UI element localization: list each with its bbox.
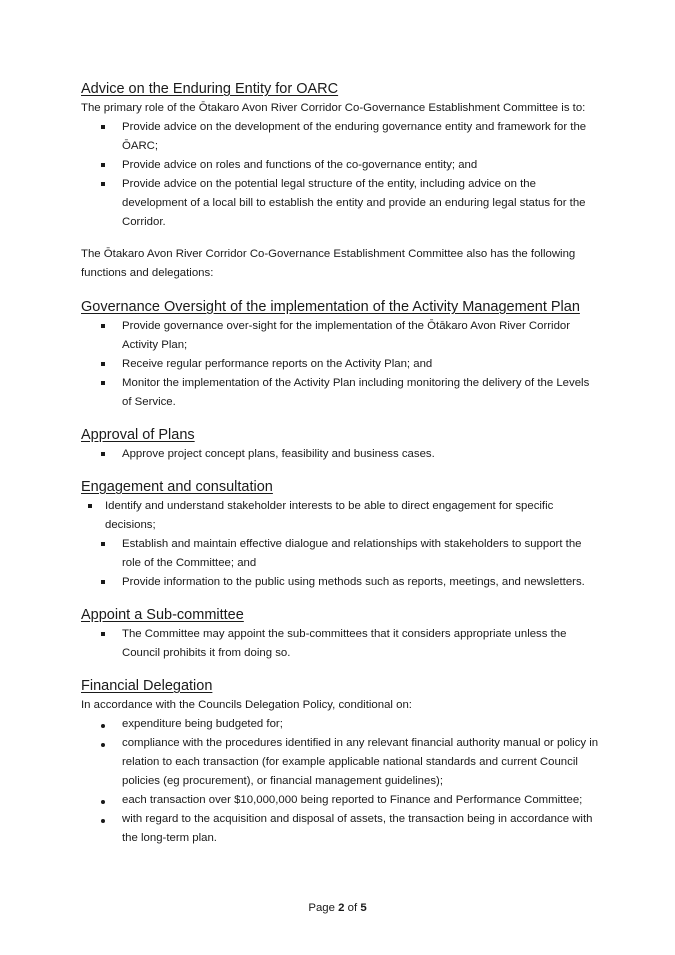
list-item: Provide advice on the potential legal structure of the entity, including advice on the development of a local bill to establish the entity and provide an enduring legal status for the Corridor.	[81, 175, 601, 232]
list-item: Provide advice on the development of the enduring governance entity and framework for the ŌARC;	[81, 118, 601, 156]
list-item: with regard to the acquisition and disposal of assets, the transaction being in accordance with the long-term plan.	[81, 810, 601, 848]
current-page-number: 2	[338, 902, 345, 914]
page-number-footer	[0, 900, 675, 916]
page-separator: of	[347, 902, 358, 914]
list-item: Approve project concept plans, feasibility and business cases.	[81, 445, 601, 464]
advice-bullet-list	[81, 118, 601, 232]
section-heading-engagement: Engagement and consultation	[81, 479, 273, 495]
page-label: Page	[308, 902, 335, 914]
approval-bullet-list	[81, 445, 601, 464]
total-pages-number: 5	[360, 902, 367, 914]
list-item: The Committee may appoint the sub-committees that it considers appropriate unless the Council prohibits it from doing so.	[81, 625, 601, 663]
list-item: Provide information to the public using methods such as reports, meetings, and newsletters.	[81, 573, 601, 592]
financial-bullet-list	[81, 715, 601, 848]
section-heading-subcommittee: Appoint a Sub-committee	[81, 607, 244, 623]
list-item: each transaction over $10,000,000 being reported to Finance and Performance Committee;	[81, 791, 601, 810]
list-item: Establish and maintain effective dialogue and relationships with stakeholders to support the role of the Committee; and	[81, 535, 601, 573]
list-item: Receive regular performance reports on the Activity Plan; and	[81, 355, 601, 374]
list-item: expenditure being budgeted for;	[81, 715, 601, 734]
list-item: Monitor the implementation of the Activity Plan including monitoring the delivery of the Levels of Service.	[81, 374, 601, 412]
advice-intro: The primary role of the Ōtakaro Avon River Corridor Co-Governance Establishment Committee is to:	[81, 102, 586, 114]
list-item: compliance with the procedures identified in any relevant financial authority manual or policy in relation to each transaction (for example applicable national standards and current Council policies (eg procurement), or financial management guidelines);	[81, 734, 601, 791]
engagement-bullet-list	[81, 497, 601, 592]
section-heading-financial: Financial Delegation	[81, 678, 213, 694]
document-page	[81, 80, 601, 848]
section-heading-advice: Advice on the Enduring Entity for OARC	[81, 81, 339, 97]
advice-followup: The Ōtakaro Avon River Corridor Co-Governance Establishment Committee also has the following functions and delegations:	[81, 248, 576, 279]
governance-bullet-list	[81, 317, 601, 412]
subcommittee-bullet-list	[81, 625, 601, 663]
list-item: Identify and understand stakeholder interests to be able to direct engagement for specific decisions;	[81, 497, 601, 535]
section-heading-approval: Approval of Plans	[81, 427, 195, 443]
financial-intro: In accordance with the Councils Delegation Policy, conditional on:	[81, 699, 412, 711]
section-heading-governance: Governance Oversight of the implementation of the Activity Management Plan	[81, 299, 580, 315]
list-item: Provide advice on roles and functions of the co-governance entity; and	[81, 156, 601, 175]
list-item: Provide governance over-sight for the implementation of the Ōtākaro Avon River Corridor Activity Plan;	[81, 317, 601, 355]
